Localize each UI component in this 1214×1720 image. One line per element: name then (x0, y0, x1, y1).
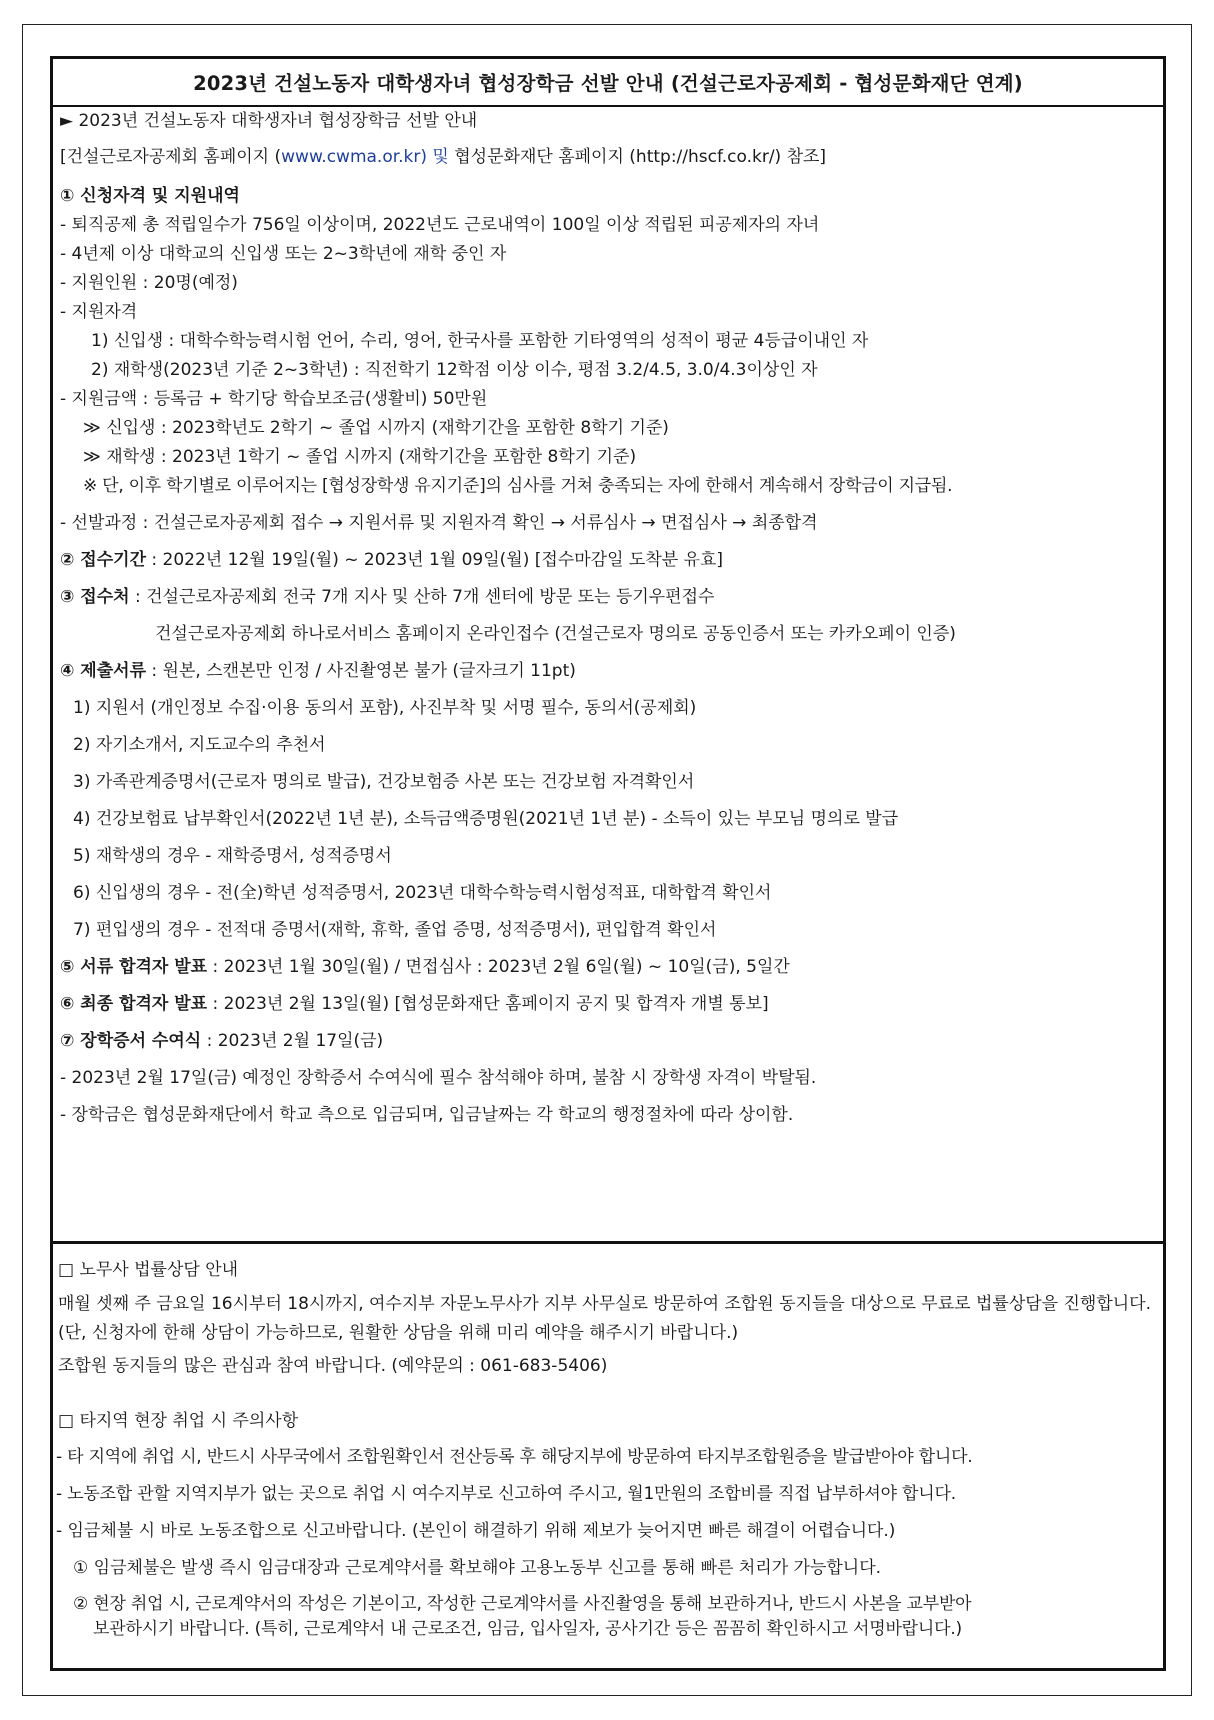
other-region-note: ② 현장 취업 시, 근로계약서의 작성은 기본이고, 작성한 근로계약서를 사진촬영을 통해 보관하거나, 반드시 사본을 교부받아 (73, 1594, 972, 1614)
intro-line: ► 2023년 건설노동자 대학생자녀 협성장학금 선발 안내 (60, 111, 478, 131)
scholarship-section (53, 106, 1163, 1279)
ceremony-line (60, 1030, 383, 1052)
ceremony-label: ⑦ 장학증서 수여식 (60, 1031, 202, 1051)
other-region-note-cont: 보관하시기 바랍니다. (특히, 근로계약서 내 근로조건, 임금, 입사일자, 공사기간 등은 꼼꼼히 확인하시고 서명바랍니다.) (93, 1619, 962, 1639)
section-divider (53, 1241, 1163, 1244)
ceremony-text: : 2023년 2월 17일(금) (201, 1031, 384, 1051)
eligibility-item: - 지원자격 (60, 302, 138, 322)
reference-suffix: 협성문화재단 홈페이지 (http://hscf.co.kr/) 참조] (448, 147, 827, 167)
final-result-text: : 2023년 2월 13일(월) [협성문화재단 홈페이지 공지 및 합격자 개별 통보] (207, 994, 769, 1014)
eligibility-item: - 퇴직공제 총 적립일수가 756일 이상이며, 2022년도 근로내역이 100일 이상 적립된 피공제자의 자녀 (60, 215, 820, 235)
document-result-text: : 2023년 1월 30일(월) / 면접심사 : 2023년 2월 6일(월) ~ 10일(금), 5일간 (207, 957, 790, 977)
application-place-label: ③ 접수처 (60, 587, 130, 607)
application-period (60, 549, 723, 571)
other-region-item: - 타 지역에 취업 시, 반드시 사무국에서 조합원확인서 전산등록 후 해당지부에 방문하여 타지부조합원증을 발급받아야 합니다. (56, 1447, 973, 1467)
other-region-item: - 노동조합 관할 지역지부가 없는 곳으로 취업 시 여수지부로 신고하여 주시고, 월1만원의 조합비를 직접 납부하셔야 합니다. (56, 1484, 956, 1504)
notice-box (50, 56, 1166, 1671)
final-result-line (60, 993, 769, 1015)
final-result-label: ⑥ 최종 합격자 발표 (60, 994, 208, 1014)
document-item: 7) 편입생의 경우 - 전적대 증명서(재학, 휴학, 졸업 증명, 성적증명서), 편입합격 확인서 (73, 920, 717, 940)
application-place-online: 건설근로자공제회 하나로서비스 홈페이지 온라인접수 (건설근로자 명의로 공동인증서 또는 카카오페이 인증) (155, 624, 956, 644)
application-place (60, 586, 714, 608)
document-item: 6) 신입생의 경우 - 전(全)학년 성적증명서, 2023년 대학수학능력시험성적표, 대학합격 확인서 (73, 883, 772, 903)
ceremony-item: - 2023년 2월 17일(금) 예정인 장학증서 수여식에 필수 참석해야 하며, 불참 시 장학생 자격이 박탈됨. (60, 1068, 817, 1088)
document-item: 3) 가족관계증명서(근로자 명의로 발급), 건강보험증 사본 또는 건강보험 자격확인서 (73, 772, 695, 792)
eligibility-item: - 지원인원 : 20명(예정) (60, 273, 238, 293)
page-title: 2023년 건설노동자 대학생자녀 협성장학금 선발 안내 (건설근로자공제회 - 협성문화재단 연계) (53, 59, 1163, 107)
document-item: 2) 자기소개서, 지도교수의 추천서 (73, 735, 326, 755)
eligibility-item: - 지원금액 : 등록금 + 학기당 학습보조금(생활비) 50만원 (60, 389, 488, 409)
reference-prefix: [건설근로자공제회 홈페이지 ( (60, 147, 282, 167)
eligibility-subitem: ≫ 신입생 : 2023학년도 2학기 ~ 졸업 시까지 (재학기간을 포함한 8학기 기준) (83, 418, 669, 438)
application-period-text: : 2022년 12월 19일(월) ~ 2023년 1월 09일(월) [접수마감일 도착분 유효] (146, 550, 724, 570)
legal-paragraph: 매월 셋째 주 금요일 16시부터 18시까지, 여수지부 자문노무사가 지부 사무실로 방문하여 조합원 동지들을 대상으로 무료로 법률상담을 진행합니다. (단, 신청자에 한해 상담이 가능하므로, 원활한 상담을 위해 미리 예약을 해주시기 바랍니다.) (58, 1294, 1152, 1343)
document-item: 1) 지원서 (개인정보 수집·이용 동의서 포함), 사진부착 및 서명 필수, 동의서(공제회) (73, 698, 697, 718)
eligibility-item: - 4년제 이상 대학교의 신입생 또는 2~3학년에 재학 중인 자 (60, 244, 507, 264)
reference-line (60, 146, 826, 168)
application-period-label: ② 접수기간 (60, 550, 146, 570)
application-place-text: : 건설근로자공제회 전국 7개 지사 및 산하 7개 센터에 방문 또는 등기우편접수 (129, 587, 715, 607)
eligibility-note: ※ 단, 이후 학기별로 이루어지는 [협성장학생 유지기준]의 심사를 거쳐 충족되는 자에 한해서 계속해서 장학금이 지급됨. (83, 476, 953, 496)
other-region-heading: □ 타지역 현장 취업 시 주의사항 (58, 1411, 299, 1431)
document-result-line (60, 956, 790, 978)
cwma-link[interactable]: www.cwma.or.kr) 및 (281, 147, 449, 167)
documents-text: : 원본, 스캔본만 인정 / 사진촬영본 불가 (글자크기 11pt) (146, 661, 576, 681)
eligibility-subitem: 2) 재학생(2023년 기준 2~3학년) : 직전학기 12학점 이상 이수, 평점 3.2/4.5, 3.0/4.3이상인 자 (91, 360, 818, 380)
document-item: 5) 재학생의 경우 - 재학증명서, 성적증명서 (73, 846, 392, 866)
other-region-item: - 임금체불 시 바로 노동조합으로 신고바랍니다. (본인이 해결하기 위해 제보가 늦어지면 빠른 해결이 어렵습니다.) (56, 1521, 896, 1541)
eligibility-subitem: 1) 신입생 : 대학수학능력시험 언어, 수리, 영어, 한국사를 포함한 기타영역의 성적이 평균 4등급이내인 자 (91, 331, 869, 351)
ceremony-item: - 장학금은 협성문화재단에서 학교 측으로 입금되며, 입금날짜는 각 학교의 행정절차에 따라 상이함. (60, 1105, 794, 1125)
legal-contact: 조합원 동지들의 많은 관심과 참여 바랍니다. (예약문의 : 061-683-5406) (58, 1356, 608, 1376)
eligibility-subitem: ≫ 재학생 : 2023년 1학기 ~ 졸업 시까지 (재학기간을 포함한 8학기 기준) (83, 447, 637, 467)
document-result-label: ⑤ 서류 합격자 발표 (60, 957, 208, 977)
documents-line (60, 660, 576, 682)
legal-heading: □ 노무사 법률상담 안내 (58, 1260, 239, 1280)
other-region-note: ① 임금체불은 발생 즉시 임금대장과 근로계약서를 확보해야 고용노동부 신고를 통해 빠른 처리가 가능합니다. (73, 1558, 882, 1578)
eligibility-heading: ① 신청자격 및 지원내역 (60, 186, 240, 206)
eligibility-item: - 선발과정 : 건설근로자공제회 접수 → 지원서류 및 지원자격 확인 → 서류심사 → 면접심사 → 최종합격 (60, 513, 818, 533)
document-item: 4) 건강보험료 납부확인서(2022년 1년 분), 소득금액증명원(2021년 1년 분) - 소득이 있는 부모님 명의로 발급 (73, 809, 899, 829)
documents-label: ④ 제출서류 (60, 661, 146, 681)
